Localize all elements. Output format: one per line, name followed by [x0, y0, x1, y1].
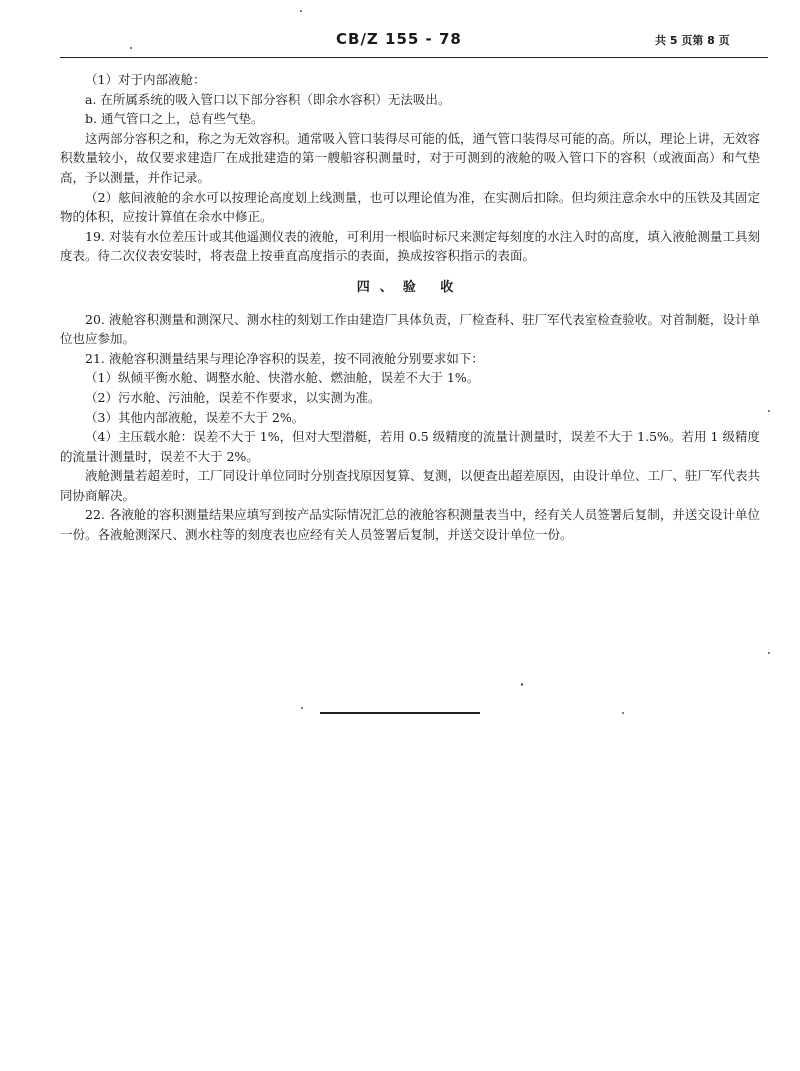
section-title: 四、验 收 — [356, 279, 464, 295]
scan-speck — [622, 712, 624, 714]
scan-speck — [768, 410, 770, 412]
scan-speck — [300, 10, 302, 12]
paragraph: a. 在所属系统的吸入管口以下部分容积（即余水容积）无法吸出。 — [85, 91, 451, 107]
header-rule — [60, 57, 768, 58]
paragraph: 19. 对装有水位差压计或其他遥测仪表的液舱，可利用一根临时标尺来测定每刻度的水注入时的高度，填入液舱测量工具刻度表。待二次仪表安装时，将表盘上按垂直高度指示的表面，换成按容积指示的表面。 — [60, 228, 760, 264]
paragraph: 这两部分容积之和，称之为无效容积。通常吸入管口装得尽可能的低，通气管口装得尽可能的高。所以，理论上讲，无效容积数量较小，故仅要求建造厂在成批建造的第一艘船容积测量时，对于可测到的液舱的吸入管口下的容积（或液面高）和气垫高，予以测量，并作记录。 — [60, 130, 761, 185]
paragraph: 21. 液舱容积测量结果与理论净容积的误差，按不同液舱分别要求如下： — [85, 350, 484, 366]
page-info: 共 5 页第 8 页 — [655, 34, 730, 47]
paragraph: （2）舷间液舱的余水可以按理论高度划上线测量，也可以理论值为准，在实测后扣除。但均须注意余水中的压铁及其固定物的体积，应按计算值在余水中修正。 — [60, 189, 760, 225]
scan-speck — [301, 707, 303, 709]
scan-speck — [521, 683, 523, 686]
paragraph: 20. 液舱容积测量和测深尺、测水柱的刻划工作由建造厂具体负责，厂检查科、驻厂军代表室检查验收。对首制艇，设计单位也应参加。 — [60, 311, 760, 347]
standard-code: CB/Z 155 - 78 — [336, 30, 462, 48]
page-header — [0, 30, 800, 54]
paragraph: b. 通气管口之上，总有些气垫。 — [85, 111, 264, 127]
paragraph: 22. 各液舱的容积测量结果应填写到按产品实际情况汇总的液舱容积测量表当中，经有关人员签署后复制，并送交设计单位一份。各液舱测深尺、测水柱等的刻度表也应经有关人员签署后复制，并送交设计单位一份。 — [60, 507, 760, 543]
body-text — [60, 70, 760, 545]
paragraph: （4）主压载水舱：误差不大于 1%，但对大型潜艇，若用 0.5 级精度的流量计测量时，误差不大于 1.5%。若用 1 级精度的流量计测量时，误差不大于 2%。 — [60, 429, 760, 464]
paragraph: （2）污水舱、污油舱，误差不作要求，以实测为准。 — [85, 389, 381, 405]
paragraph: 液舱测量若超差时，工厂同设计单位同时分别查找原因复算、复测，以便查出超差原因，由设计单位、工厂、驻厂军代表共同协商解决。 — [60, 468, 761, 503]
paragraph: （3）其他内部液舱，误差不大于 2%。 — [85, 409, 305, 425]
paragraph: （1）对于内部液舱： — [85, 72, 206, 87]
end-rule — [320, 712, 480, 714]
scan-speck — [768, 652, 770, 654]
paragraph: （1）纵倾平衡水舱、调整水舱、快潜水舱、燃油舱，误差不大于 1%。 — [85, 370, 480, 386]
scan-speck — [130, 47, 132, 49]
